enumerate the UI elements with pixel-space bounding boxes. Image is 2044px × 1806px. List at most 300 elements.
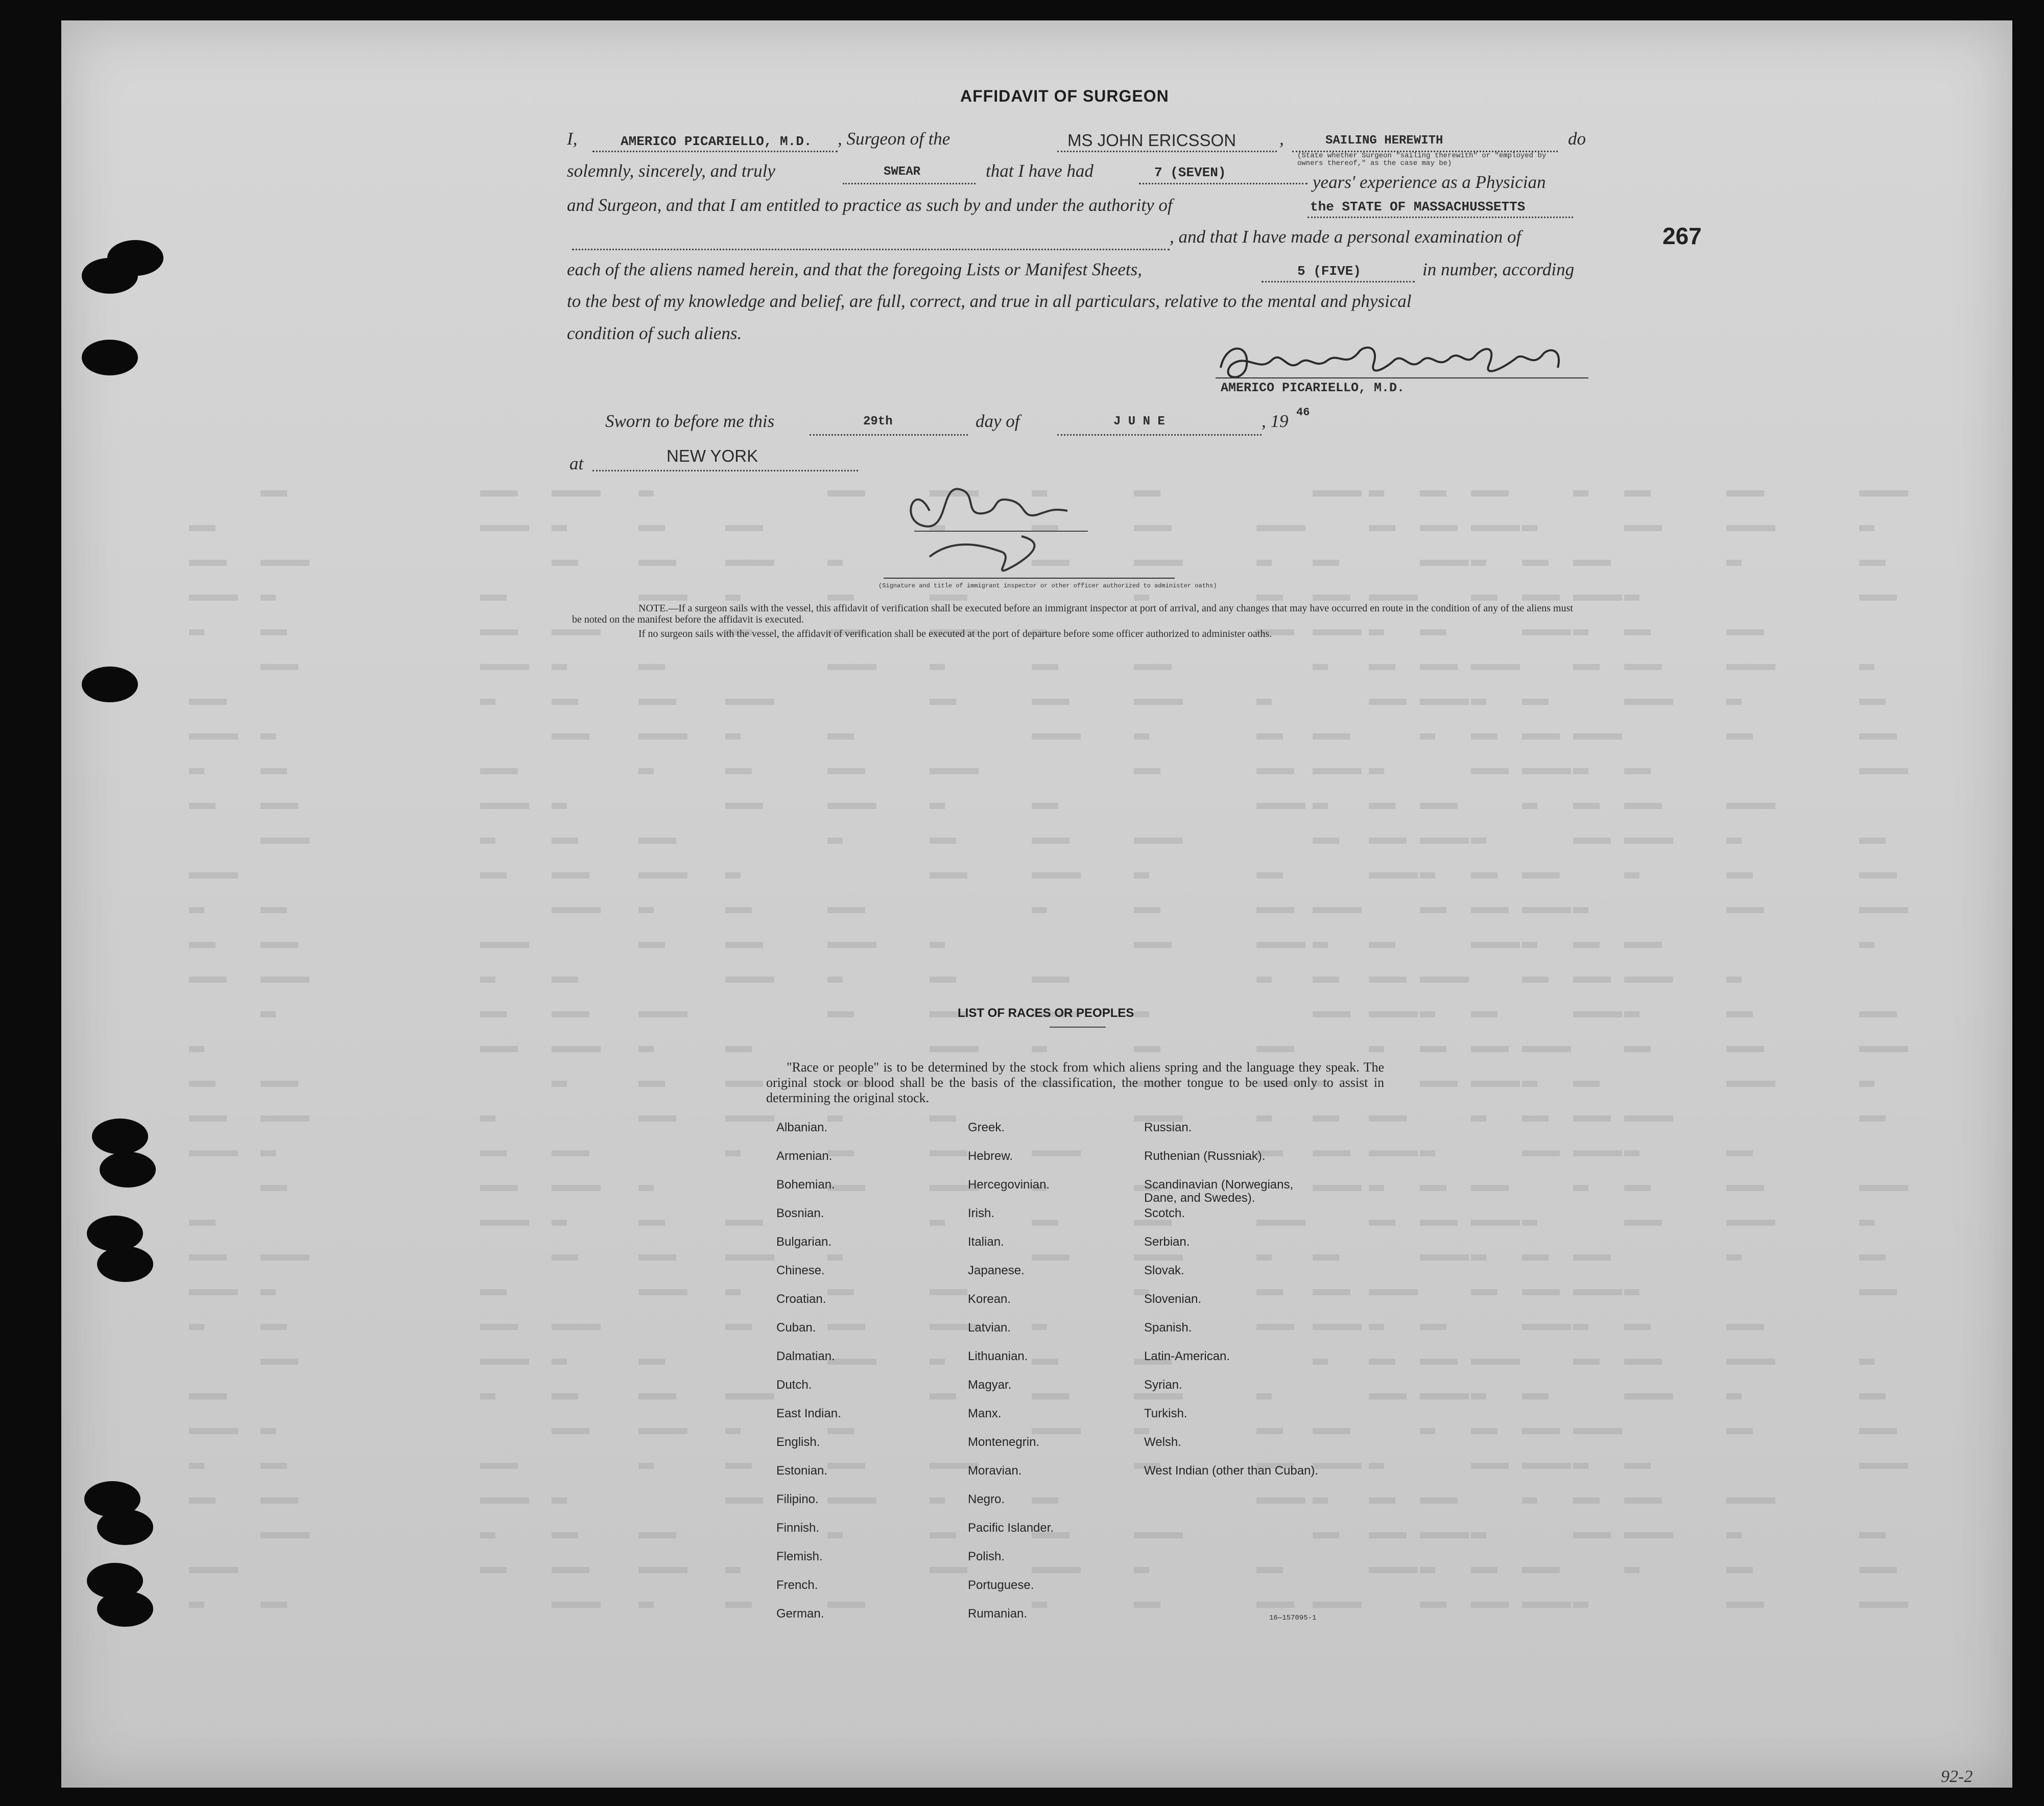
- bleed-mark: [1624, 1115, 1673, 1122]
- bleed-mark: [1624, 525, 1662, 531]
- bleed-mark: [1726, 525, 1775, 531]
- race-item: Bulgarian.: [776, 1235, 832, 1249]
- bleed-mark: [1256, 1498, 1305, 1504]
- bleed-mark: [189, 1220, 216, 1226]
- bleed-mark: [638, 525, 665, 531]
- bleed-mark: [1420, 1254, 1469, 1261]
- bleed-mark: [1313, 1011, 1350, 1017]
- bleed-mark: [1573, 560, 1611, 566]
- bleed-mark: [1256, 803, 1305, 809]
- bleed-mark: [1471, 768, 1509, 774]
- bleed-mark: [552, 1185, 601, 1191]
- race-item: Italian.: [968, 1235, 1004, 1249]
- bleed-mark: [1624, 490, 1651, 496]
- bleed-mark: [1032, 1046, 1047, 1052]
- bleed-mark: [480, 1567, 507, 1573]
- bleed-mark: [1522, 733, 1560, 740]
- bleed-mark: [1471, 1115, 1486, 1122]
- officer-signature: [868, 460, 1226, 587]
- punch-hole: [87, 1216, 143, 1251]
- bleed-mark: [552, 1081, 567, 1087]
- bleed-mark: [480, 768, 518, 774]
- bleed-mark: [1859, 699, 1886, 705]
- bleed-mark: [725, 872, 741, 878]
- bleed-mark: [1134, 664, 1172, 670]
- bleed-mark: [638, 1463, 654, 1469]
- bleed-mark: [1859, 525, 1874, 531]
- text-at: at: [569, 454, 584, 473]
- bleed-mark: [1369, 1150, 1418, 1156]
- race-item: Korean.: [968, 1292, 1011, 1306]
- bleed-mark: [1859, 560, 1886, 566]
- text-surgeon-of: , Surgeon of the: [838, 129, 950, 149]
- bleed-mark: [1522, 1567, 1560, 1573]
- bleed-mark: [189, 1498, 216, 1504]
- bleed-mark: [1471, 1393, 1486, 1399]
- bleed-mark: [638, 1185, 654, 1191]
- bleed-mark: [260, 1289, 276, 1295]
- bleed-mark: [827, 1011, 854, 1017]
- bleed-mark: [1522, 525, 1537, 531]
- bleed-mark: [1859, 907, 1908, 913]
- race-item: Greek.: [968, 1121, 1005, 1134]
- bleed-mark: [1726, 1567, 1753, 1573]
- bleed-mark: [480, 490, 518, 496]
- text-personal-examination: , and that I have made a personal examination of: [1170, 227, 1522, 247]
- bleed-mark: [1726, 664, 1775, 670]
- punch-hole: [100, 1152, 156, 1187]
- bleed-mark: [189, 1254, 227, 1261]
- surgeon-name: AMERICO PICARIELLO, M.D.: [621, 134, 812, 149]
- text-each-of-aliens: each of the aliens named herein, and that the foregoing Lists or Manifest Sheets,: [567, 259, 1143, 279]
- bleed-mark: [1573, 942, 1600, 948]
- sworn-month: J U N E: [1113, 415, 1165, 429]
- bleed-mark: [1369, 699, 1407, 705]
- bleed-mark: [1420, 699, 1469, 705]
- bleed-mark: [480, 525, 529, 531]
- bleed-mark: [1256, 560, 1272, 566]
- race-item: Slovak.: [1144, 1264, 1184, 1277]
- bleed-mark: [1032, 977, 1069, 983]
- bleed-mark: [1624, 1567, 1639, 1573]
- text-and-surgeon: and Surgeon, and that I am entitled to practice as such by and under the authority of: [567, 195, 1173, 215]
- bleed-mark: [1313, 1254, 1339, 1261]
- bleed-mark: [189, 1463, 204, 1469]
- bleed-mark: [260, 664, 298, 670]
- race-item: Armenian.: [776, 1149, 833, 1163]
- bleed-mark: [1256, 1254, 1272, 1261]
- bleed-mark: [827, 664, 876, 670]
- officer-caption: (Signature and title of immigrant inspector or other officer authorized to administer oaths): [878, 582, 1217, 589]
- bleed-mark: [1522, 1393, 1549, 1399]
- bleed-mark: [1256, 1567, 1283, 1573]
- bleed-mark: [552, 1532, 578, 1538]
- punch-hole: [97, 1509, 153, 1545]
- bleed-mark: [638, 699, 676, 705]
- bleed-mark: [827, 1254, 843, 1261]
- bleed-mark: [1624, 1498, 1662, 1504]
- race-item: Finnish.: [776, 1521, 820, 1535]
- bleed-mark: [1859, 838, 1886, 844]
- bleed-mark: [1134, 872, 1149, 878]
- blank-line: [843, 183, 976, 184]
- bleed-mark: [930, 1046, 979, 1052]
- bleed-mark: [1420, 1324, 1446, 1330]
- bleed-mark: [1522, 977, 1549, 983]
- bleed-mark: [1624, 595, 1639, 601]
- bleed-mark: [1313, 664, 1328, 670]
- bleed-mark: [1134, 768, 1160, 774]
- bleed-mark: [1859, 1393, 1886, 1399]
- bleed-mark: [1134, 1567, 1149, 1573]
- bleed-mark: [1032, 1220, 1058, 1226]
- bleed-mark: [725, 1081, 763, 1087]
- race-item: Slovenian.: [1144, 1292, 1202, 1306]
- bleed-mark: [1032, 699, 1069, 705]
- years-experience: 7 (SEVEN): [1154, 165, 1226, 180]
- blank-line: [1139, 183, 1308, 184]
- bleed-mark: [1726, 1428, 1753, 1434]
- bleed-mark: [638, 1602, 654, 1608]
- bleed-mark: [1420, 1150, 1435, 1156]
- bleed-mark: [1471, 1359, 1520, 1365]
- bleed-mark: [827, 838, 843, 844]
- bleed-mark: [725, 942, 763, 948]
- bleed-mark: [260, 1498, 298, 1504]
- bleed-mark: [725, 1046, 752, 1052]
- bleed-mark: [480, 1498, 529, 1504]
- bleed-mark: [1369, 1463, 1384, 1469]
- blank-line: [1057, 434, 1262, 436]
- bleed-mark: [1420, 977, 1469, 983]
- bleed-mark: [189, 1393, 227, 1399]
- bleed-mark: [827, 560, 843, 566]
- bleed-mark: [827, 768, 865, 774]
- bleed-mark: [1369, 1567, 1418, 1573]
- bleed-mark: [1134, 733, 1149, 740]
- bleed-mark: [1859, 1359, 1874, 1365]
- bleed-mark: [1256, 1046, 1294, 1052]
- bleed-mark: [1726, 1359, 1775, 1365]
- bleed-mark: [552, 838, 578, 844]
- bleed-mark: [1420, 1498, 1458, 1504]
- bleed-mark: [1522, 560, 1549, 566]
- bleed-mark: [1573, 1428, 1622, 1434]
- bleed-mark: [1726, 1081, 1775, 1087]
- bleed-mark: [1420, 1602, 1446, 1608]
- bleed-mark: [1032, 872, 1081, 878]
- bleed-mark: [552, 803, 567, 809]
- bleed-mark: [552, 1150, 589, 1156]
- text-comma: ,: [1279, 129, 1284, 149]
- bleed-mark: [1369, 1532, 1407, 1538]
- bleed-mark: [1313, 1428, 1350, 1434]
- bleed-mark: [1471, 1046, 1509, 1052]
- bleed-mark: [638, 560, 676, 566]
- bleed-mark: [1471, 1463, 1509, 1469]
- bleed-mark: [552, 1359, 567, 1365]
- race-item: Portuguese.: [968, 1578, 1034, 1592]
- bleed-mark: [1313, 907, 1362, 913]
- bleed-mark: [725, 803, 763, 809]
- affidavit-title: AFFIDAVIT OF SURGEON: [960, 87, 1169, 105]
- bleed-mark: [1471, 872, 1498, 878]
- bleed-mark: [827, 942, 876, 948]
- bleed-mark: [638, 838, 676, 844]
- bleed-mark: [827, 1428, 854, 1434]
- form-number: 16—157095-1: [1269, 1614, 1317, 1622]
- bleed-mark: [1420, 1081, 1458, 1087]
- bleed-mark: [1726, 1011, 1753, 1017]
- bleed-mark: [1471, 1532, 1486, 1538]
- bleed-mark: [725, 1463, 752, 1469]
- bleed-mark: [1573, 1254, 1611, 1261]
- bleed-mark: [1859, 872, 1897, 878]
- bleed-mark: [1369, 1115, 1407, 1122]
- bleed-mark: [1369, 664, 1395, 670]
- bleed-mark: [827, 490, 865, 496]
- bleed-mark: [1573, 1532, 1611, 1538]
- bleed-mark: [1726, 1254, 1742, 1261]
- bleed-mark: [638, 664, 665, 670]
- bleed-mark: [930, 838, 956, 844]
- status-note: (State whether Surgeon "sailing therewith" or "employed by owners thereof," as the case may be): [1297, 152, 1547, 168]
- bleed-mark: [1624, 803, 1662, 809]
- bleed-mark: [725, 1428, 741, 1434]
- bleed-mark: [1369, 803, 1395, 809]
- bleed-mark: [1522, 595, 1560, 601]
- blank-line: [1057, 151, 1277, 152]
- bleed-mark: [827, 595, 854, 601]
- bleed-mark: [725, 1220, 763, 1226]
- bleed-mark: [638, 1115, 676, 1122]
- title-underline: [1050, 1027, 1106, 1028]
- bleed-mark: [930, 595, 967, 601]
- race-item: Rumanian.: [968, 1607, 1028, 1621]
- bleed-mark: [552, 733, 589, 740]
- bleed-mark: [1624, 872, 1639, 878]
- bleed-mark: [1522, 942, 1537, 948]
- bleed-mark: [1726, 1602, 1764, 1608]
- blank-line: [810, 434, 968, 436]
- bleed-mark: [1420, 1185, 1446, 1191]
- bleed-mark: [1624, 1359, 1662, 1365]
- bleed-mark: [638, 1532, 676, 1538]
- bleed-mark: [1522, 1115, 1549, 1122]
- bleed-mark: [552, 1046, 601, 1052]
- blank-line: [1308, 217, 1573, 218]
- text-years-experience: years' experience as a Physician: [1313, 172, 1546, 192]
- bleed-mark: [260, 1150, 276, 1156]
- bleed-mark: [1134, 595, 1149, 601]
- bleed-mark: [1471, 1567, 1498, 1573]
- bleed-mark: [638, 1289, 687, 1295]
- bleed-mark: [1624, 1532, 1673, 1538]
- race-item: Chinese.: [776, 1264, 825, 1277]
- bleed-mark: [1471, 595, 1498, 601]
- bleed-mark: [189, 1150, 238, 1156]
- bleed-mark: [1624, 1046, 1651, 1052]
- bleed-mark: [1726, 733, 1753, 740]
- text-i: I,: [567, 129, 578, 149]
- blank-line: [1262, 281, 1415, 282]
- bleed-mark: [1522, 872, 1560, 878]
- bleed-mark: [725, 907, 752, 913]
- bleed-mark: [1420, 525, 1458, 531]
- text-do: do: [1568, 129, 1586, 149]
- bleed-mark: [1313, 1532, 1339, 1538]
- bleed-mark: [725, 1289, 741, 1295]
- bleed-mark: [1726, 1185, 1764, 1191]
- bleed-mark: [1420, 560, 1469, 566]
- race-item: East Indian.: [776, 1407, 841, 1420]
- race-item: Russian.: [1144, 1121, 1192, 1134]
- bleed-mark: [1522, 699, 1549, 705]
- bleed-mark: [1522, 1046, 1571, 1052]
- bleed-mark: [1573, 1115, 1611, 1122]
- bleed-mark: [827, 977, 843, 983]
- race-item: Estonian.: [776, 1464, 828, 1478]
- text-in-number: in number, according: [1422, 259, 1575, 279]
- bleed-mark: [725, 1567, 741, 1573]
- race-item: Scandinavian (Norwegians, Dane, and Swedes).: [1144, 1178, 1294, 1205]
- bleed-mark: [1369, 1324, 1384, 1330]
- bleed-mark: [1032, 838, 1069, 844]
- bleed-mark: [1726, 1532, 1742, 1538]
- bleed-mark: [1369, 1359, 1395, 1365]
- bleed-mark: [1134, 1046, 1160, 1052]
- bleed-mark: [725, 1324, 752, 1330]
- bleed-mark: [1369, 942, 1395, 948]
- bleed-mark: [1522, 1150, 1560, 1156]
- race-item: West Indian (other than Cuban).: [1144, 1464, 1319, 1478]
- bleed-mark: [1420, 1359, 1458, 1365]
- bleed-mark: [189, 1289, 238, 1295]
- bleed-mark: [1471, 838, 1486, 844]
- bleed-mark: [1726, 907, 1764, 913]
- bleed-mark: [1471, 699, 1486, 705]
- bleed-mark: [1859, 1081, 1874, 1087]
- bleed-mark: [1134, 1428, 1149, 1434]
- bleed-mark: [1859, 1254, 1886, 1261]
- bleed-mark: [552, 907, 601, 913]
- bleed-mark: [260, 1115, 310, 1122]
- bleed-mark: [1369, 768, 1384, 774]
- bleed-mark: [1471, 942, 1520, 948]
- race-item: Pacific Islander.: [968, 1521, 1054, 1535]
- bleed-mark: [1256, 907, 1294, 913]
- text-day-of: day of: [976, 411, 1020, 431]
- bleed-mark: [480, 803, 529, 809]
- bleed-mark: [725, 1115, 774, 1122]
- bleed-mark: [1256, 1428, 1283, 1434]
- bleed-mark: [189, 1081, 216, 1087]
- bleed-mark: [1256, 1602, 1294, 1608]
- bleed-mark: [930, 803, 945, 809]
- bleed-mark: [638, 1011, 687, 1017]
- bleed-mark: [260, 560, 310, 566]
- race-item: Irish.: [968, 1206, 995, 1220]
- text-condition: condition of such aliens.: [567, 323, 742, 343]
- race-item: Lithuanian.: [968, 1349, 1028, 1363]
- bleed-mark: [1420, 872, 1435, 878]
- document-page: [61, 20, 2012, 1788]
- bleed-mark: [638, 733, 687, 740]
- bleed-mark: [1726, 1324, 1764, 1330]
- bleed-mark: [1624, 1185, 1651, 1191]
- bleed-mark: [480, 1289, 507, 1295]
- text-knowledge: to the best of my knowledge and belief, are full, correct, and true in all particulars, relative to the mental and physical: [567, 291, 1412, 311]
- bleed-mark: [552, 872, 589, 878]
- bleed-mark: [480, 664, 529, 670]
- bleed-mark: [1573, 595, 1622, 601]
- bleed-mark: [725, 1254, 774, 1261]
- bleed-mark: [1522, 1428, 1560, 1434]
- bleed-mark: [480, 1011, 507, 1017]
- bleed-mark: [552, 1428, 589, 1434]
- bleed-mark: [638, 1428, 687, 1434]
- text-that-i-have-had: that I have had: [986, 161, 1094, 181]
- bleed-mark: [1522, 1324, 1571, 1330]
- bleed-mark: [638, 907, 654, 913]
- race-item: Bosnian.: [776, 1206, 824, 1220]
- bleed-mark: [260, 1011, 276, 1017]
- race-item: French.: [776, 1578, 818, 1592]
- bleed-mark: [1522, 1081, 1537, 1087]
- bleed-mark: [1134, 907, 1160, 913]
- race-item: German.: [776, 1607, 824, 1621]
- bleed-mark: [1624, 699, 1673, 705]
- bleed-mark: [1726, 1498, 1775, 1504]
- bleed-mark: [1420, 1532, 1469, 1538]
- bleed-mark: [827, 733, 854, 740]
- bleed-mark: [552, 1567, 589, 1573]
- bleed-mark: [1522, 1220, 1537, 1226]
- bleed-mark: [1369, 525, 1395, 531]
- bleed-mark: [1032, 907, 1047, 913]
- sworn-day: 29th: [863, 415, 893, 429]
- bleed-mark: [1573, 1011, 1622, 1017]
- bleed-mark: [1573, 1463, 1588, 1469]
- bleed-mark: [260, 1359, 298, 1365]
- bleed-mark: [1369, 1185, 1384, 1191]
- bleed-mark: [189, 629, 204, 635]
- bleed-mark: [930, 768, 979, 774]
- bleed-mark: [1624, 664, 1662, 670]
- bleed-mark: [189, 872, 238, 878]
- race-item: Albanian.: [776, 1121, 828, 1134]
- races-intro: "Race or people" is to be determined by the stock from which aliens spring and the language they speak. The original stock or blood shall be the basis of the classification, the mother tongue to be used only to assist in determining the original stock.: [766, 1060, 1384, 1105]
- bleed-mark: [725, 1150, 741, 1156]
- bleed-mark: [1134, 1602, 1160, 1608]
- bleed-mark: [1624, 768, 1651, 774]
- bleed-mark: [189, 768, 204, 774]
- bleed-mark: [638, 768, 654, 774]
- bleed-mark: [1420, 1567, 1435, 1573]
- race-item: Moravian.: [968, 1464, 1022, 1478]
- bleed-mark: [1256, 733, 1283, 740]
- bleed-mark: [480, 1220, 529, 1226]
- bleed-mark: [1573, 1498, 1600, 1504]
- bleed-mark: [1726, 1393, 1742, 1399]
- bleed-mark: [1859, 733, 1897, 740]
- bleed-mark: [638, 1046, 654, 1052]
- bleed-mark: [1726, 560, 1742, 566]
- bleed-mark: [725, 1498, 763, 1504]
- bleed-mark: [480, 1046, 518, 1052]
- bleed-mark: [480, 1463, 518, 1469]
- bleed-mark: [189, 907, 204, 913]
